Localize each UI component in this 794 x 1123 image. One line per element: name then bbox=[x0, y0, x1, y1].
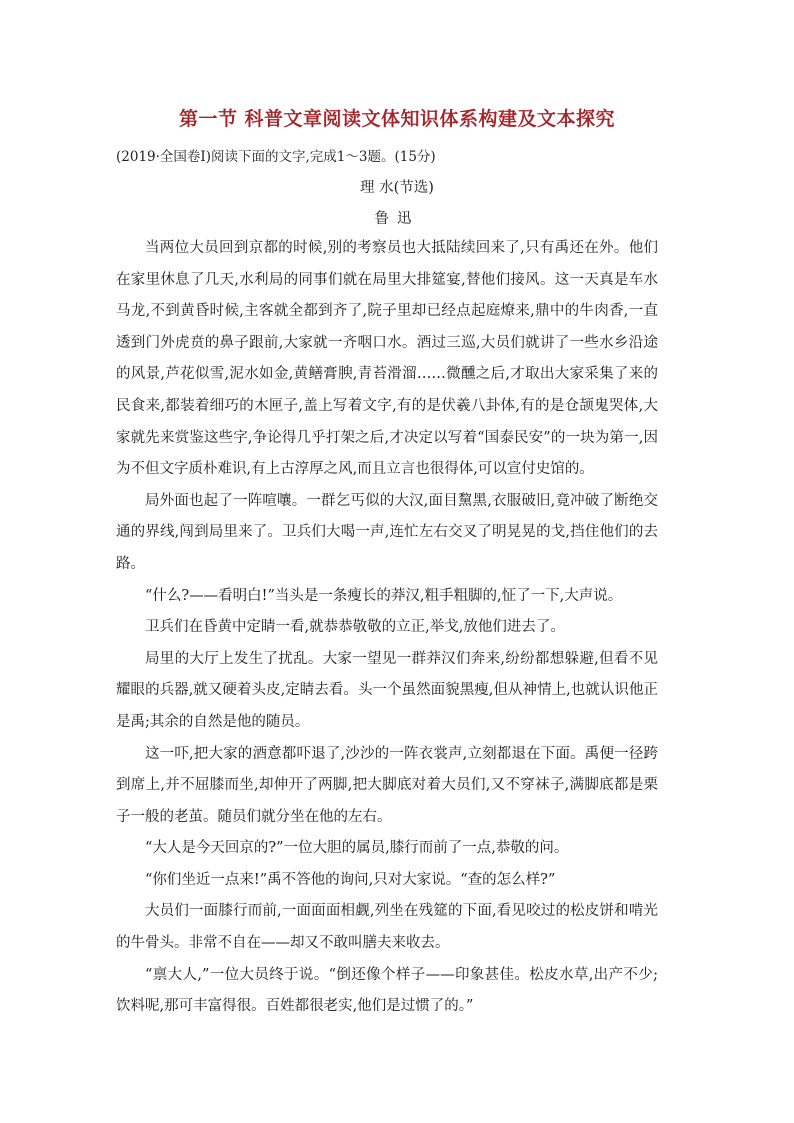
paragraph: “大人是今天回京的?”一位大胆的属员,膝行而前了一点,恭敬的问。 bbox=[145, 840, 569, 857]
section-title: 第一节 科普文章阅读文体知识体系构建及文本探究 bbox=[178, 108, 616, 130]
paragraph: 卫兵们在昏黄中定睛一看,就恭恭敬敬的立正,举戈,放他们进去了。 bbox=[145, 619, 565, 636]
paragraph: “你们坐近一点来!”禹不答他的询问,只对大家说。“查的怎么样?” bbox=[145, 871, 556, 888]
paragraph: 局里的大厅上发生了扰乱。大家一望见一群莽汉们奔来,纷纷都想躲避,但看不见耀眼的兵器,就又硬着头皮,定睛去看。头一个虽然面貌黑瘦,但从神情上,也就认识他正是禹;其余的自然是他的随员。 bbox=[116, 650, 658, 730]
passage-title: 理 水(节选) bbox=[360, 180, 434, 196]
paragraph: “什么?——看明白!”当头是一条瘦长的莽汉,粗手粗脚的,怔了一下,大声说。 bbox=[145, 587, 623, 604]
passage-author: 鲁迅 bbox=[374, 211, 420, 227]
passage-body bbox=[116, 233, 658, 1023]
question-source: (2019·全国卷Ⅰ)阅读下面的文字,完成1～3题。(15分) bbox=[116, 149, 436, 165]
paragraph: 这一吓,把大家的酒意都吓退了,沙沙的一阵衣裳声,立刻都退在下面。禹便一径跨到席上,并不屈膝而坐,却伸开了两脚,把大脚底对着大员们,又不穿袜子,满脚底都是栗子一般的老茧。随员们就分坐在他的左右。 bbox=[116, 745, 658, 825]
paragraph: 局外面也起了一阵喧嚷。一群乞丐似的大汉,面目黧黑,衣服破旧,竟冲破了断绝交通的界线,闯到局里来了。卫兵们大喝一声,连忙左右交叉了明晃晃的戈,挡住他们的去路。 bbox=[116, 492, 658, 572]
paragraph: “禀大人,”一位大员终于说。“倒还像个样子——印象甚佳。松皮水草,出产不少;饮料呢,那可丰富得很。百姓都很老实,他们是过惯了的。” bbox=[116, 966, 658, 1015]
paragraph: 当两位大员回到京都的时候,别的考察员也大抵陆续回来了,只有禹还在外。他们在家里休息了几天,水利局的同事们就在局里大排筵宴,替他们接风。这一天真是车水马龙,不到黄昏时候,主客就全都到齐了,院子里却已经点起庭燎来,鼎中的牛肉香,一直透到门外虎贲的鼻子跟前,大家就一齐咽口水。酒过三巡,大员们就讲了一些水乡沿途的风景,芦花似雪,泥水如金,黄鳝膏腴,青苔滑溜……微醺之后,才取出大家采集了来的民食来,都装着细巧的木匣子,盖上写着文字,有的是伏羲八卦体,有的是仓颉鬼哭体,大家就先来赏鉴这些字,争论得几乎打架之后,才决定以写着“国泰民安”的一块为第一,因为不但文字质朴难识,有上古淳厚之风,而且立言也很得体,可以宣付史馆的。 bbox=[116, 240, 658, 478]
paragraph: 大员们一面膝行而前,一面面面相觑,列坐在残筵的下面,看见咬过的松皮饼和啃光的牛骨头。非常不自在——却又不敢叫膳夫来收去。 bbox=[116, 903, 658, 952]
